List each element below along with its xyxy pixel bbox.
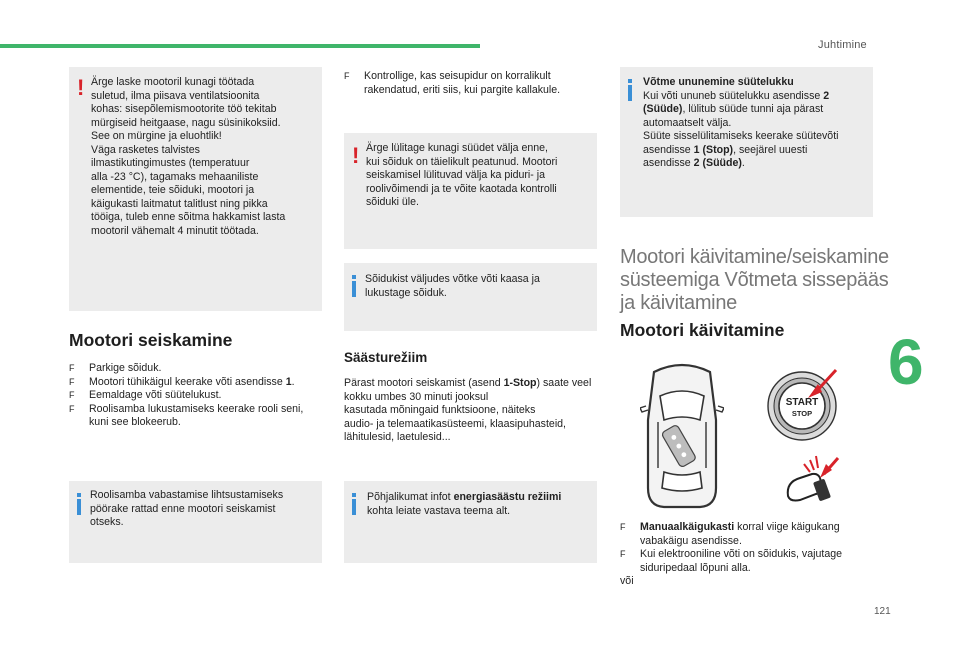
heading-engine-stop: Mootori seiskamine bbox=[69, 330, 233, 350]
warning-icon: ! bbox=[352, 143, 360, 168]
heading-energy-saving: Säästurežiim bbox=[344, 350, 428, 365]
list-item: F Mootori tühikäigul keerake võti asendisse 1. bbox=[69, 375, 295, 388]
car-top-view-icon bbox=[640, 360, 724, 510]
info-box-key-forgotten: Võtme ununemine süütelukku Kui võti ununeb süütelukku asendisse 2 (Süüde), lülitub süüde tunni aja pärast automaatselt välja. Süüte sisselülitamiseks keerake süütevõti asendisse 1 (Stop), seejärel uuesti asendisse 2 (Süüde). bbox=[620, 67, 873, 217]
stop-label: STOP bbox=[791, 409, 813, 418]
info-box-steering: Roolisamba vabastamise lihtsustamiseks pöörake rattad enne mootori seiskamist otseks. bbox=[69, 481, 322, 563]
info-icon bbox=[77, 493, 81, 515]
warning-box-ventilation: ! Ärge laske mootoril kunagi töötada suletud, ilma piisava ventilatsioonita kohas: sisepõlemismootorite töö tekitab mürgiseid heitgaase, nagu süsinikoksiid. See on mürgine ja eluohtlik! Väga rasketes talvistes ilmastikutingimustes (temperatuur alla -23 °C), tagamaks mehaaniliste elementide, teie sõiduki, mootori ja käigukasti laitmatut talitlust ning pikka tööiga, tuleb enne sõitma hakkamist lasta mootoril vähemalt 4 minutit töötada. bbox=[69, 67, 322, 311]
info-icon bbox=[628, 79, 632, 101]
list-item: F Parkige sõiduk. bbox=[69, 362, 162, 374]
stop-steps-list bbox=[69, 362, 324, 430]
start-label: START bbox=[785, 397, 819, 408]
list-item: F Eemaldage võti süütelukust. bbox=[69, 389, 222, 401]
top-accent-bar bbox=[0, 44, 480, 48]
info-box-take-key: Sõidukist väljudes võtke võti kaasa ja lukustage sõiduk. bbox=[344, 263, 597, 331]
page-number: 121 bbox=[874, 606, 891, 617]
list-item: F Manuaalkäigukasti korral viige käigukang vabakäigu asendisse. bbox=[620, 521, 840, 547]
heading-engine-start: Mootori käivitamine bbox=[620, 320, 785, 340]
parking-brake-list bbox=[344, 70, 599, 97]
info-icon bbox=[352, 275, 356, 297]
list-item: F Roolisamba lukustamiseks keerake rooli seni, kuni see blokeerub. bbox=[69, 402, 304, 428]
warning-icon: ! bbox=[77, 75, 85, 100]
chapter-number: 6 bbox=[888, 326, 924, 398]
warning-box-ignition: ! Ärge lülitage kunagi süüdet välja enne, kui sõiduk on täielikult peatunud. Mootori seiskamisel lülituvad välja ka piduri- ja roolivõimendi ja te võite kaotada kontrolli sõiduki üle. bbox=[344, 133, 597, 249]
clutch-pedal-icon bbox=[782, 452, 844, 508]
start-steps-list bbox=[620, 521, 885, 575]
energy-saving-paragraph: Pärast mootori seiskamist (asend 1-Stop) saate veel kokku umbes 30 minuti jooksul kasutada mõningaid funktsioone, näiteks audio- ja telemaatikasüsteemi, klaasipuhasteid, lähitulesid, laetulesid... bbox=[344, 377, 592, 443]
section-title: Mootori käivitamine/seiskamine süsteemiga Võtmeta sissepääs ja käivitamine bbox=[620, 246, 889, 314]
or-text: või bbox=[620, 575, 634, 587]
section-name: Juhtimine bbox=[818, 39, 867, 51]
start-stop-button-icon bbox=[764, 364, 844, 444]
list-item: F Kontrollige, kas seisupidur on korralikult rakendatud, eriti siis, kui pargite kallakule. bbox=[344, 70, 561, 96]
info-box-energy-mode: Põhjalikumat infot energiasäästu režiimi kohta leiate vastava teema alt. bbox=[344, 481, 597, 563]
list-item: F Kui elektrooniline võti on sõidukis, vajutage siduripedaal lõpuni alla. bbox=[620, 548, 842, 574]
info-icon bbox=[352, 493, 356, 515]
